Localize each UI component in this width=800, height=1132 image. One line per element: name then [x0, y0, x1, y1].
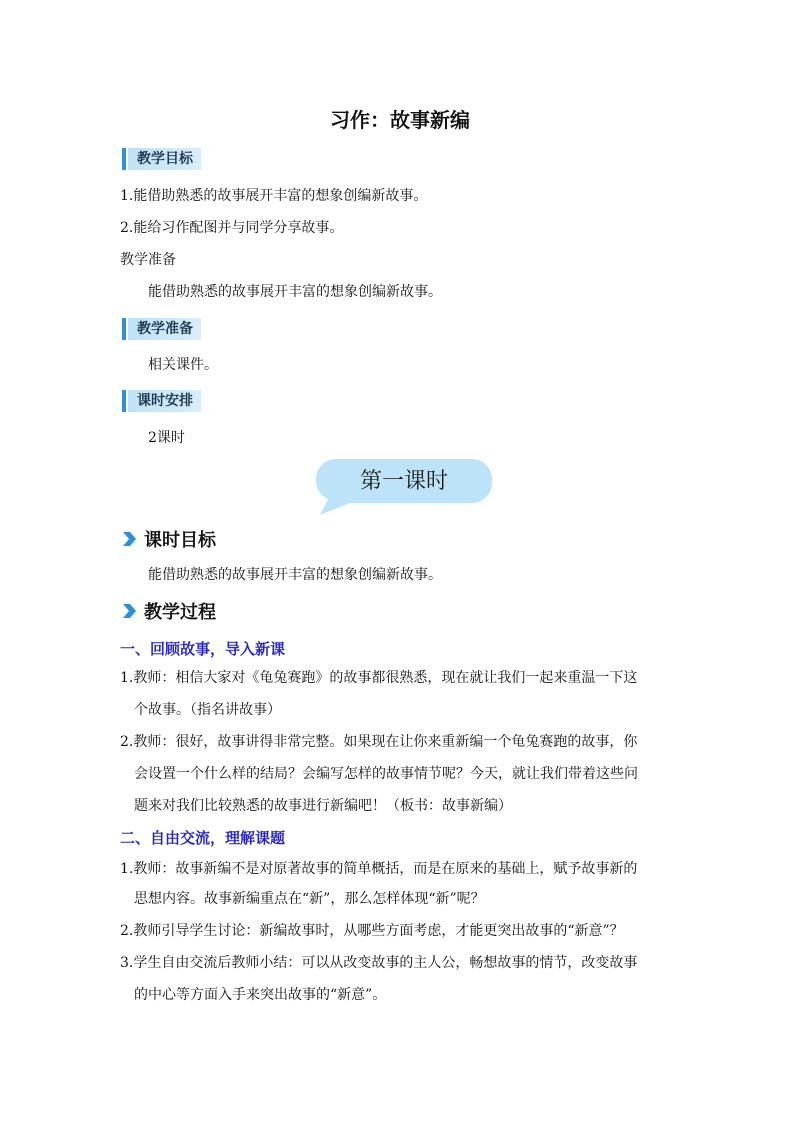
tag-label: 教学准备: [128, 318, 201, 340]
part2-item1-line1: 1.教师：故事新编不是对原著故事的简单概括，而是在原来的基础上，赋予故事新的: [120, 861, 638, 877]
section-tag-prep: [122, 318, 201, 340]
prep-text: 相关课件。: [148, 357, 218, 373]
goal-item-1: 1.能借助熟悉的故事展开丰富的想象创编新故事。: [120, 188, 428, 204]
goal-item-2: 2.能给习作配图并与同学分享故事。: [120, 220, 344, 236]
tag-label: 课时安排: [128, 390, 201, 412]
section-tag-schedule: [122, 390, 201, 412]
part1-item2-line3: 题来对我们比较熟悉的故事进行新编吧！（板书：故事新编）: [134, 798, 512, 814]
part2-item1-line2: 思想内容。故事新编重点在“新”，那么怎样体现“新”呢？: [134, 891, 485, 907]
part1-item2-line1: 2.教师：很好，故事讲得非常完整。如果现在让你来重新编一个龟兔赛跑的故事，你: [120, 734, 638, 750]
objective-heading-text: 课时目标: [144, 530, 216, 551]
part2-item3-line1: 3.学生自由交流后教师小结：可以从改变故事的主人公，畅想故事的情节，改变故事: [120, 955, 638, 971]
prep-plain-label: 教学准备: [120, 252, 176, 268]
part2-item3-line2: 的中心等方面入手来突出故事的“新意”。: [134, 987, 387, 1003]
page-title: 习作：故事新编: [330, 108, 470, 132]
schedule-text: 2课时: [148, 430, 185, 446]
lesson-bubble-label: 第一课时: [359, 469, 448, 494]
part1-item2-line2: 会设置一个什么样的结局？会编写怎样的故事情节呢？今天，就让我们带着这些问: [134, 766, 638, 782]
tag-label: 教学目标: [128, 148, 201, 170]
objective-heading: [120, 526, 216, 552]
part2-item2-line1: 2.教师引导学生讨论：新编故事时，从哪些方面考虑，才能更突出故事的“新意”？: [120, 923, 624, 939]
chevron-right-icon: [120, 602, 138, 620]
part1-item1-line2: 个故事。（指名讲故事）: [134, 702, 281, 718]
part1-heading: 一、回顾故事，导入新课: [120, 640, 286, 658]
prep-plain-text: 能借助熟悉的故事展开丰富的想象创编新故事。: [148, 284, 442, 300]
objective-text: 能借助熟悉的故事展开丰富的想象创编新故事。: [148, 567, 442, 583]
tag-accent-bar: [122, 318, 126, 340]
tag-accent-bar: [122, 148, 126, 170]
process-heading: [120, 598, 216, 624]
part1-item1-line1: 1.教师：相信大家对《龟兔赛跑》的故事都很熟悉，现在就让我们一起来重温一下这: [120, 670, 638, 686]
process-heading-text: 教学过程: [144, 602, 216, 623]
part2-heading: 二、自由交流，理解课题: [120, 829, 286, 847]
tag-accent-bar: [122, 390, 126, 412]
chevron-right-icon: [120, 530, 138, 548]
section-tag-goals: [122, 148, 201, 170]
